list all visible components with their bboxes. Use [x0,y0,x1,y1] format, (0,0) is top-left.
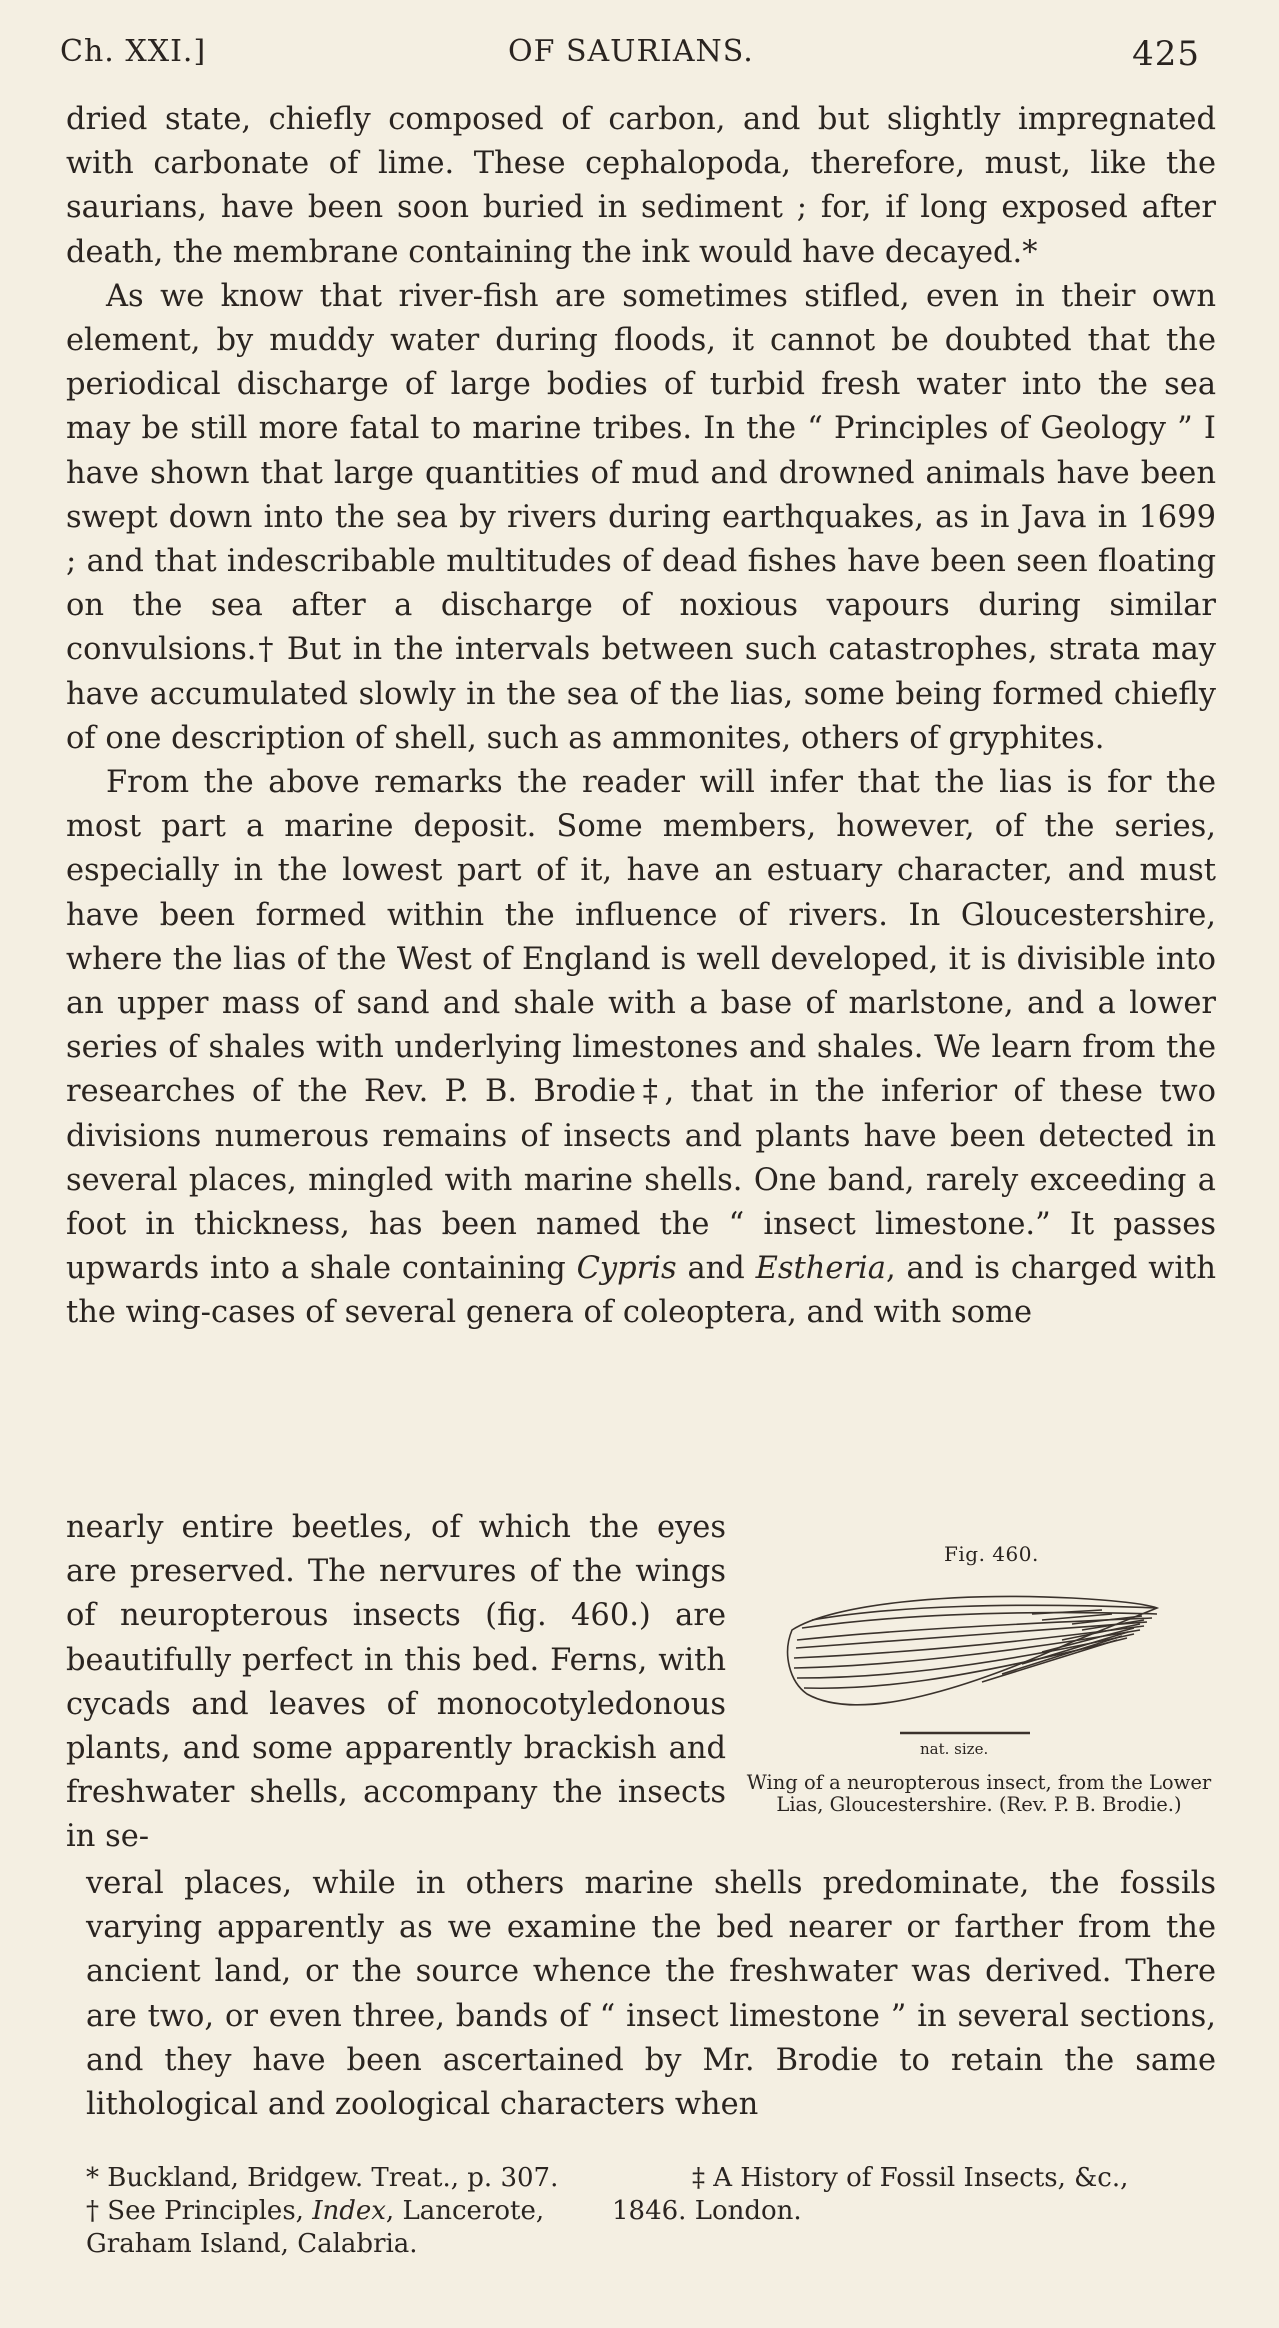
footnote-double-dagger-continued: 1846. London. [612,2196,802,2226]
genus-cypris: Cypris [576,1251,677,1287]
footnote-dagger-continued: Graham Island, Calabria. [86,2229,418,2259]
footnote-dagger [86,2195,646,2228]
footnote-dagger-italic: Index [312,2196,386,2226]
footnote-double-dagger: ‡ A History of Fossil Insects, &c., [692,2163,1129,2193]
scale-bar [900,1730,1030,1736]
footnote-star: * Buckland, Bridgew. Treat., p. 307. [86,2163,559,2193]
main-text [66,98,1216,1336]
footnote-dagger-text-a: † See Principles, [86,2196,313,2226]
footnote-dagger-text-b: , Lancerote, [385,2196,545,2226]
scale-note: nat. size. [920,1740,989,1758]
running-title: OF SAURIANS. [508,34,754,69]
footnotes-right-column [612,2162,1232,2228]
chapter-label: Ch. XXI.] [60,34,207,69]
page-number: 425 [1132,34,1200,74]
footnotes-left-column [86,2162,646,2261]
paragraph-2: As we know that river-fish are sometimes stifled, even in their own element, by muddy water during floods, it cannot be doubted that the periodical discharge of large bodies of turbid fresh water into the sea may be still more fatal to marine tribes. In the “ Principles of Geology ” I have shown that large quantities of mud and drowned animals have been swept down into the sea by rivers during earthquakes, as in Java in 1699 ; and that indescribable multitudes of dead fishes have been seen floating on the sea after a discharge of noxious vapours during similar convulsions.† But in the intervals between such catastrophes, strata may have accumulated slowly in the sea of the lias, some being formed chiefly of one description of shell, such as ammonites, others of gryphites. [66,278,1216,756]
running-header [60,34,1200,78]
figure-caption: Wing of a neuropterous insect, from the Lower Lias, Gloucestershire. (Rev. P. B. Brodie.) [746,1771,1212,1816]
conjunction: and [676,1251,756,1287]
paragraph-3 [66,761,1216,1336]
figure-460 [700,1506,1220,1866]
paragraph-3-part1: From the above remarks the reader will infer that the lias is for the most part a marine deposit. Some members, however, of the series, especially in the lowest part of it, have an estuary character, and must have been formed within the influence of rivers. In Gloucestershire, where the lias of the West of England is well developed, it is divisible into an upper mass of sand and shale with a base of marlstone, and a lower series of shales with underlying limestones and shales. We learn from the researches of the Rev. P. B. Brodie‡, that in the inferior of these two divisions numerous remains of insects and plants have been detected in several places, mingled with marine shells. One band, rarely exceeding a foot in thickness, has been named the “ insect limestone.” It passes upwards into a shale containing [66,765,1216,1287]
figure-label: Fig. 460. [944,1542,1039,1566]
insect-wing-illustration [772,1584,1192,1734]
paragraph-1: dried state, chiefly composed of carbon, and but slightly impregnated with carbonate of lime. These cephalopoda, therefore, must, like the saurians, have been soon buried in sediment ; for, if long exposed after death, the membrane containing the ink would have decayed.* [66,102,1216,270]
continuation-text: veral places, while in others marine shells predominate, the fossils varying apparently as we examine the bed nearer or farther from the ancient land, or the source whence the freshwater was derived. There are two, or even three, bands of “ insect limestone ” in several sections, and they have been ascertained by Mr. Brodie to retain the same lithological and zoological characters when [86,1866,1216,2123]
wrapped-paragraph: nearly entire beetles, of which the eyes are preserved. The nervures of the wings of neuropterous insects (fig. 460.) are beautifully perfect in this bed. Ferns, with cycads and leaves of monocotyledonous plants, and some apparently brackish and freshwater shells, accompany the insects in se- [66,1510,726,1855]
genus-estheria: Estheria [755,1251,886,1287]
paragraph-3-part2: , and is charged with the wing-cases of several genera of coleoptera, and with some [66,1251,1216,1331]
